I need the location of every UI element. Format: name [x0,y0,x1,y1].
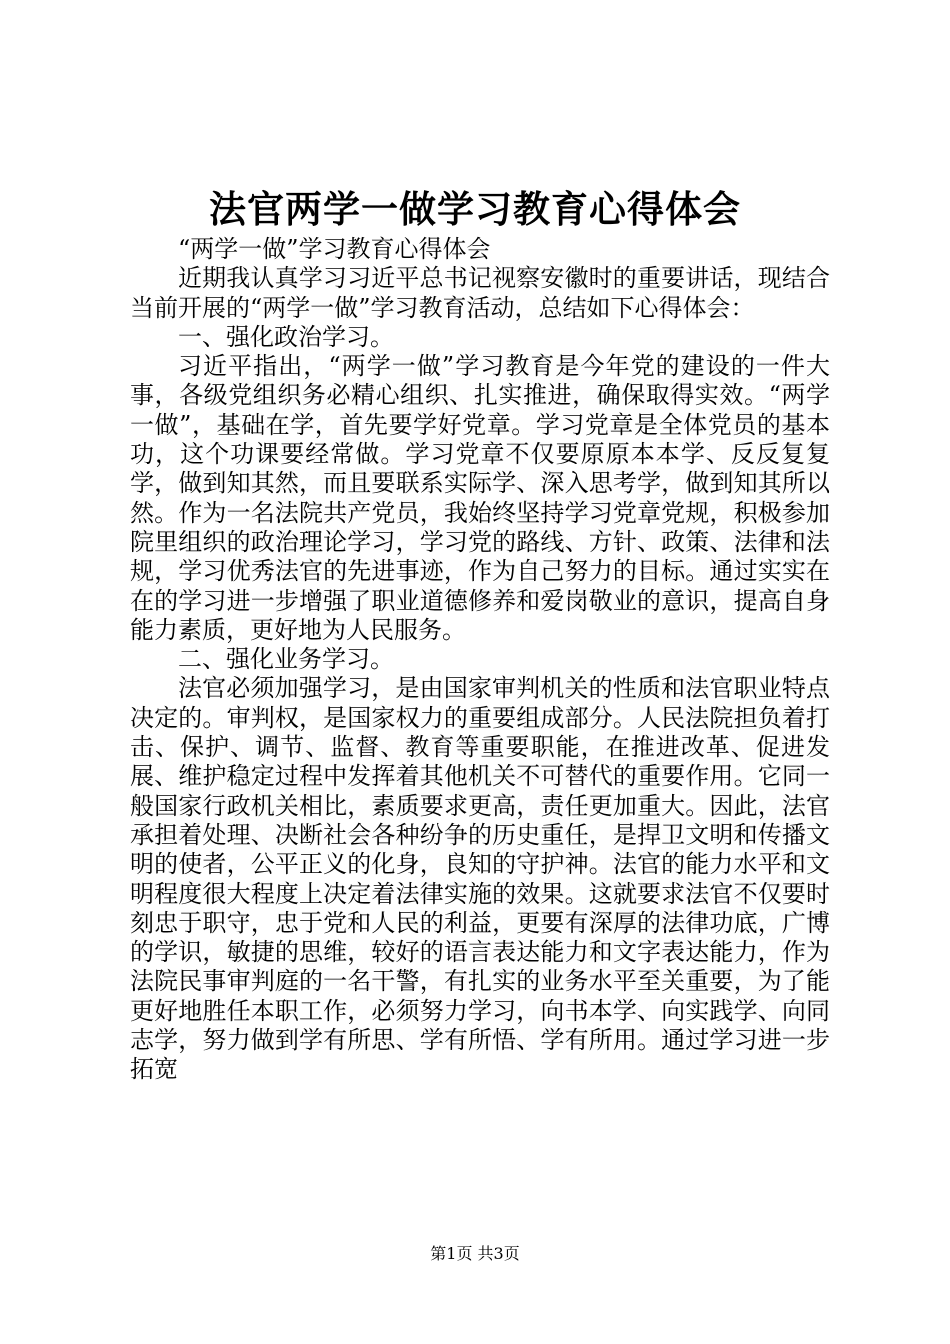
paragraph-subtitle: “两学一做”学习教育心得体会 [178,235,491,263]
paragraph-intro: 近期我认真学习习近平总书记视察安徽时的重要讲话，现结合当前开展的“两学一做”学习教育活动，总结如下心得体会： [130,264,830,322]
section-heading-political-study: 一、强化政治学习。 [178,322,394,351]
document-body [130,235,830,1085]
paragraph-political-study: 习近平指出，“两学一做”学习教育是今年党的建设的一件大事，各级党组织务必精心组织、扎实推进，确保取得实效。“两学一做”，基础在学，首先要学好党章。学习党章是全体党员的基本功，这个功课要经常做。学习党章不仅要原原本本学、反反复复学，做到知其然，而且要联系实际学、深入思考学，做到知其所以然。作为一名法院共产党员，我始终坚持学习党章党规，积极参加院里组织的政治理论学习，学习党的路线、方针、政策、法律和法规，学习优秀法官的先进事迹，作为自己努力的目标。通过实实在在的学习进一步增强了职业道德修养和爱岗敬业的意识，提高自身能力素质，更好地为人民服务。 [130,352,830,644]
document-title: 法官两学一做学习教育心得体会 [209,187,741,231]
page-footer: 第1页 共3页 [430,1244,520,1263]
paragraph-business-study: 法官必须加强学习，是由国家审判机关的性质和法官职业特点决定的。审判权，是国家权力的重要组成部分。人民法院担负着打击、保护、调节、监督、教育等重要职能，在推进改革、促进发展、维护稳定过程中发挥着其他机关不可替代的重要作用。它同一般国家行政机关相比，素质要求更高，责任更加重大。因此，法官承担着处理、决断社会各种纷争的历史重任，是捍卫文明和传播文明的使者，公平正义的化身，良知的守护神。法官的能力水平和文明程度很大程度上决定着法律实施的效果。这就要求法官不仅要时刻忠于职守，忠于党和人民的利益，更要有深厚的法律功底，广博的学识，敏捷的思维，较好的语言表达能力和文字表达能力，作为法院民事审判庭的一名干警，有扎实的业务水平至关重要，为了能更好地胜任本职工作，必须努力学习，向书本学、向实践学、向同志学，努力做到学有所思、学有所悟、学有所用。通过学习进一步拓宽 [130,674,830,1084]
section-heading-business-study: 二、强化业务学习。 [178,645,394,674]
